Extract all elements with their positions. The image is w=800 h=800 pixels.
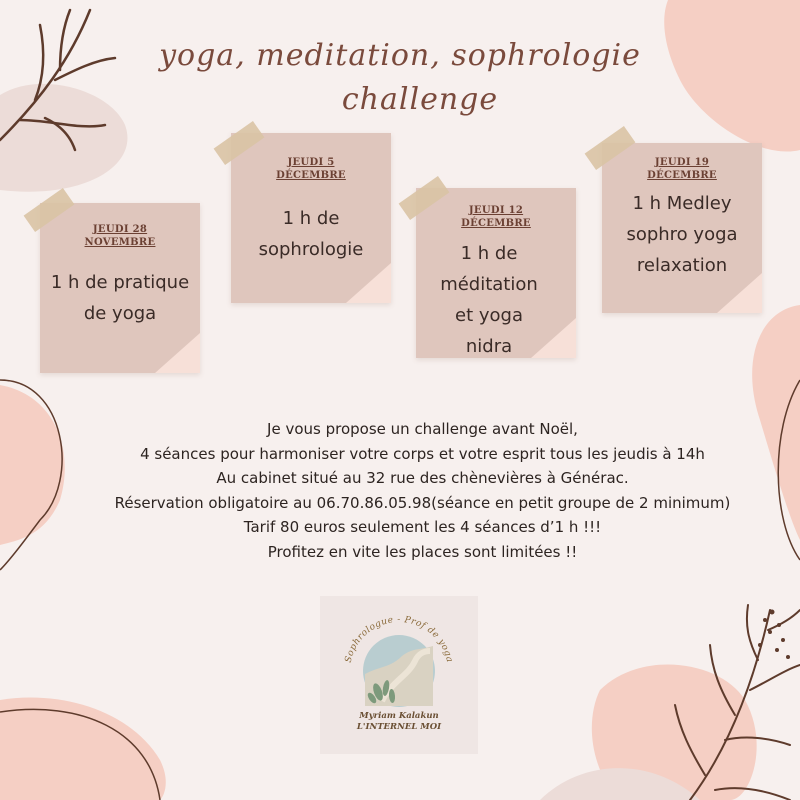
session-date: JEUDI 28 NOVEMBRE	[84, 224, 156, 248]
session-date: JEUDI 5 DÉCEMBRE	[276, 157, 346, 181]
session-activity: 1 h de méditation et yoga nidra	[440, 243, 538, 357]
session-note-2	[231, 133, 391, 303]
blob-bottom-left	[0, 698, 166, 800]
session-activity: 1 h de sophrologie	[258, 208, 364, 260]
logo-name: Myriam Kalakun	[359, 711, 439, 721]
logo-brand: L'INTERNEL MOI	[356, 722, 442, 732]
logo-arc-text: Sophrologue - Prof de yoga	[343, 614, 455, 664]
session-activity: 1 h Medley sophro yoga relaxation	[626, 193, 738, 276]
announcement-text: Je vous propose un challenge avant Noël, 4 séances pour harmoniser votre corps et votre esprit tous les jeudis à 14h Au cabinet situé au 32 rue des chènevières à Générac. Réservation obligatoire au 06.70.86.05.98(séance en petit groupe de 2 minimum) Tarif 80 euros seulement les 4 séances d’1 h !!! Profitez en vite les places sont limitées !!	[114, 420, 731, 561]
session-activity: 1 h de pratique de yoga	[50, 272, 190, 324]
blob-top-right	[664, 0, 800, 152]
session-note-3	[416, 188, 576, 358]
session-note-1	[40, 203, 200, 373]
session-note-4	[602, 143, 762, 313]
page-title: yoga, meditation, sophrologie	[159, 38, 641, 73]
session-date: JEUDI 12 DÉCEMBRE	[461, 205, 531, 229]
session-date: JEUDI 19 DÉCEMBRE	[647, 157, 717, 181]
logo	[320, 596, 478, 754]
page-subtitle: challenge	[341, 82, 499, 117]
